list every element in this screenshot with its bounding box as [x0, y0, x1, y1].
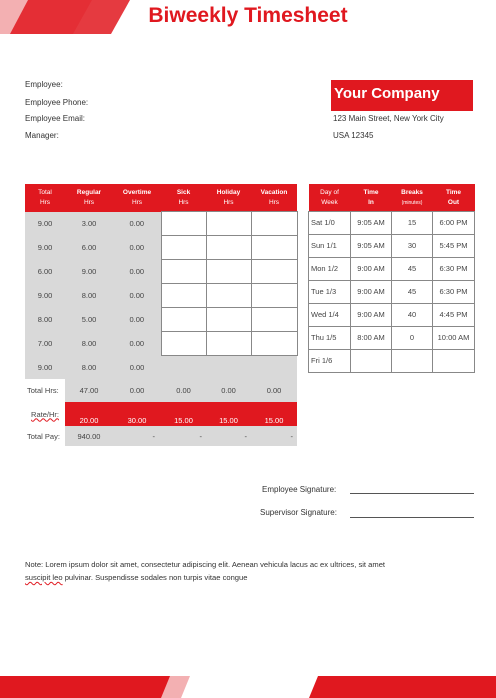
- breaks-cell[interactable]: [392, 350, 433, 373]
- regular-hrs-cell[interactable]: 9.00: [65, 260, 113, 284]
- table-row: [309, 327, 475, 350]
- breaks-cell[interactable]: 45: [392, 258, 433, 281]
- col-total-hrs: Total Hrs: [25, 184, 65, 212]
- col-sick-hrs: Sick Hrs: [161, 184, 206, 212]
- total-hrs-label: Total Hrs:: [25, 379, 65, 402]
- table-row: [25, 260, 297, 284]
- page-title: Biweekly Timesheet: [148, 4, 348, 27]
- vacation-hrs-cell[interactable]: [251, 284, 297, 308]
- sick-hrs-cell[interactable]: [161, 236, 206, 260]
- note-line-2: pulvinar. Suspendisse sodales non turpis vitae congue: [62, 573, 248, 582]
- table-row: [309, 350, 475, 373]
- breaks-cell[interactable]: 45: [392, 281, 433, 304]
- employee-label: Employee:: [25, 80, 63, 89]
- total-overtime-value: 0.00: [113, 379, 161, 402]
- time-in-cell[interactable]: 9:00 AM: [351, 281, 392, 304]
- regular-rate-cell[interactable]: 20.00: [65, 402, 113, 426]
- total-vacation-value: 0.00: [251, 379, 297, 402]
- time-out-cell[interactable]: 10:00 AM: [433, 327, 475, 350]
- vacation-pay-value: -: [251, 426, 297, 446]
- holiday-pay-value: -: [206, 426, 251, 446]
- sick-pay-value: -: [161, 426, 206, 446]
- note-line-1: Note: Lorem ipsum dolor sit amet, consectetur adipiscing elit. Aenean vehicula lacus ac ex ultrices, sit amet: [25, 560, 386, 569]
- regular-hrs-cell[interactable]: 8.00: [65, 284, 113, 308]
- total-hrs-cell[interactable]: 9.00: [25, 212, 65, 236]
- time-in-cell[interactable]: 9:05 AM: [351, 235, 392, 258]
- rate-row: [25, 402, 297, 426]
- employee-signature-line[interactable]: [350, 493, 474, 494]
- overtime-pay-value: -: [113, 426, 161, 446]
- total-pay-row: [25, 426, 297, 446]
- overtime-hrs-cell[interactable]: 0.00: [113, 308, 161, 332]
- regular-pay-value: 940.00: [65, 426, 113, 446]
- holiday-rate-cell[interactable]: 15.00: [206, 402, 251, 426]
- sick-hrs-cell[interactable]: [161, 308, 206, 332]
- sick-hrs-cell[interactable]: [161, 284, 206, 308]
- sick-hrs-cell[interactable]: [161, 212, 206, 236]
- breaks-cell[interactable]: 40: [392, 304, 433, 327]
- time-in-cell[interactable]: 9:00 AM: [351, 304, 392, 327]
- time-log-header: [309, 184, 475, 212]
- breaks-cell[interactable]: 30: [392, 235, 433, 258]
- day-cell: Sun 1/1: [309, 235, 351, 258]
- overtime-hrs-cell[interactable]: 0.00: [113, 332, 161, 356]
- company-name: Your Company: [334, 85, 440, 102]
- footer-decoration: [0, 672, 496, 698]
- col-breaks: Breaks (minutes): [392, 184, 433, 212]
- vacation-rate-cell[interactable]: 15.00: [251, 402, 297, 426]
- table-row: [25, 308, 297, 332]
- table-row: [309, 212, 475, 235]
- sick-hrs-cell[interactable]: [161, 332, 206, 356]
- day-cell: Sat 1/0: [309, 212, 351, 235]
- regular-hrs-cell[interactable]: 5.00: [65, 308, 113, 332]
- total-sick-value: 0.00: [161, 379, 206, 402]
- table-row: [309, 235, 475, 258]
- overtime-hrs-cell[interactable]: 0.00: [113, 236, 161, 260]
- regular-hrs-cell[interactable]: 3.00: [65, 212, 113, 236]
- time-in-cell[interactable]: 8:00 AM: [351, 327, 392, 350]
- note-misspelled-word: suscipit leo: [25, 573, 63, 582]
- employee-signature-label: Employee Signature:: [262, 485, 337, 494]
- holiday-hrs-cell[interactable]: [206, 212, 251, 236]
- time-out-cell[interactable]: [433, 350, 475, 373]
- table-row: [309, 304, 475, 327]
- total-hrs-cell[interactable]: 6.00: [25, 260, 65, 284]
- time-out-cell[interactable]: 6:00 PM: [433, 212, 475, 235]
- breaks-cell[interactable]: 15: [392, 212, 433, 235]
- table-row: [309, 258, 475, 281]
- breaks-cell[interactable]: 0: [392, 327, 433, 350]
- sick-rate-cell[interactable]: 15.00: [161, 402, 206, 426]
- overtime-rate-cell[interactable]: 30.00: [113, 402, 161, 426]
- vacation-hrs-cell[interactable]: [251, 236, 297, 260]
- vacation-hrs-cell[interactable]: [251, 260, 297, 284]
- col-day-of-week: Day of Week: [309, 184, 351, 212]
- regular-hrs-cell[interactable]: 8.00: [65, 356, 113, 380]
- vacation-hrs-cell[interactable]: [251, 356, 297, 380]
- vacation-hrs-cell[interactable]: [251, 212, 297, 236]
- overtime-hrs-cell[interactable]: 0.00: [113, 284, 161, 308]
- supervisor-signature-line[interactable]: [350, 517, 474, 518]
- table-row: [25, 236, 297, 260]
- time-out-cell[interactable]: 4:45 PM: [433, 304, 475, 327]
- col-time-in: Time In: [351, 184, 392, 212]
- company-address-line1: 123 Main Street, New York City: [333, 114, 444, 123]
- time-out-cell[interactable]: 6:30 PM: [433, 258, 475, 281]
- manager-label: Manager:: [25, 131, 59, 140]
- time-out-cell[interactable]: 5:45 PM: [433, 235, 475, 258]
- total-hrs-cell[interactable]: 9.00: [25, 236, 65, 260]
- company-address-line2: USA 12345: [333, 131, 374, 140]
- total-pay-label: Total Pay:: [25, 426, 65, 446]
- table-row: [309, 281, 475, 304]
- holiday-hrs-cell[interactable]: [206, 284, 251, 308]
- holiday-hrs-cell[interactable]: [206, 332, 251, 356]
- day-cell: Mon 1/2: [309, 258, 351, 281]
- time-in-cell[interactable]: [351, 350, 392, 373]
- total-hrs-cell[interactable]: 8.00: [25, 308, 65, 332]
- col-regular-hrs: Regular Hrs: [65, 184, 113, 212]
- day-cell: Tue 1/3: [309, 281, 351, 304]
- total-regular-value: 47.00: [65, 379, 113, 402]
- time-out-cell[interactable]: 6:30 PM: [433, 281, 475, 304]
- overtime-hrs-cell[interactable]: 0.00: [113, 212, 161, 236]
- rate-label: Rate/Hr:: [25, 402, 65, 426]
- holiday-hrs-cell[interactable]: [206, 236, 251, 260]
- employee-email-label: Employee Email:: [25, 114, 86, 123]
- sick-hrs-cell[interactable]: [161, 260, 206, 284]
- company-name-box: [331, 80, 473, 111]
- regular-hrs-cell[interactable]: 6.00: [65, 236, 113, 260]
- table-row: [25, 356, 297, 380]
- total-holiday-value: 0.00: [206, 379, 251, 402]
- regular-hrs-cell[interactable]: 8.00: [65, 332, 113, 356]
- day-cell: Wed 1/4: [309, 304, 351, 327]
- supervisor-signature-label: Supervisor Signature:: [260, 508, 337, 517]
- vacation-hrs-cell[interactable]: [251, 308, 297, 332]
- col-overtime-hrs: Overtime Hrs: [113, 184, 161, 212]
- sick-hrs-cell[interactable]: [161, 356, 206, 380]
- employee-phone-label: Employee Phone:: [25, 98, 89, 107]
- total-hrs-row: [25, 379, 297, 402]
- day-cell: Thu 1/5: [309, 327, 351, 350]
- table-row: [25, 332, 297, 356]
- hours-table-header: [25, 184, 297, 212]
- total-hrs-cell[interactable]: 9.00: [25, 284, 65, 308]
- time-log-table: [308, 184, 475, 373]
- note-text: [25, 558, 475, 584]
- col-vacation-hrs: Vacation Hrs: [251, 184, 297, 212]
- holiday-hrs-cell[interactable]: [206, 308, 251, 332]
- total-hrs-cell[interactable]: 9.00: [25, 356, 65, 380]
- holiday-hrs-cell[interactable]: [206, 356, 251, 380]
- overtime-hrs-cell[interactable]: 0.00: [113, 356, 161, 380]
- day-cell: Fri 1/6: [309, 350, 351, 373]
- table-row: [25, 212, 297, 236]
- col-holiday-hrs: Holiday Hrs: [206, 184, 251, 212]
- overtime-hrs-cell[interactable]: 0.00: [113, 260, 161, 284]
- holiday-hrs-cell[interactable]: [206, 260, 251, 284]
- table-row: [25, 284, 297, 308]
- time-in-cell[interactable]: 9:05 AM: [351, 212, 392, 235]
- col-time-out: Time Out: [433, 184, 475, 212]
- hours-table: [25, 184, 298, 446]
- total-hrs-cell[interactable]: 7.00: [25, 332, 65, 356]
- vacation-hrs-cell[interactable]: [251, 332, 297, 356]
- time-in-cell[interactable]: 9:00 AM: [351, 258, 392, 281]
